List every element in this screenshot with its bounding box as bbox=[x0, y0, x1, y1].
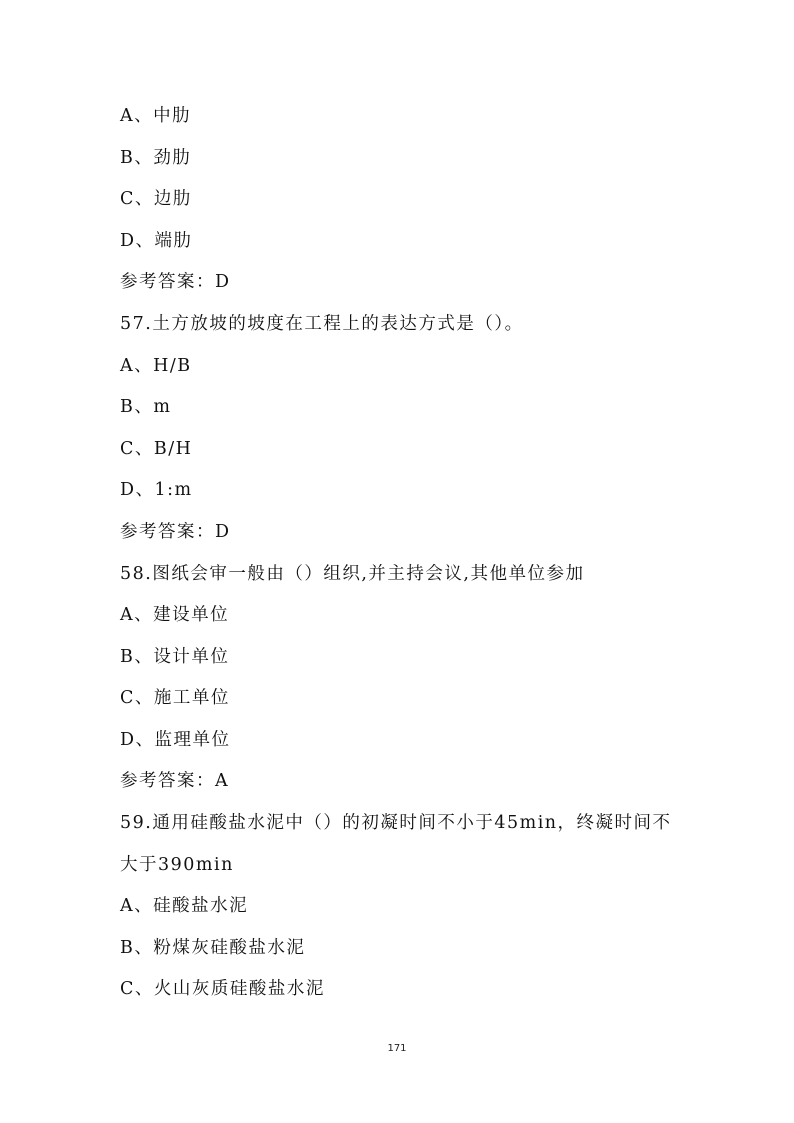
q59-question: 59.通用硅酸盐水泥中（）的初凝时间不小于45min，终凝时间不 bbox=[120, 813, 672, 833]
q58-option-d: D、监理单位 bbox=[120, 730, 231, 750]
q58-answer: 参考答案：A bbox=[120, 771, 230, 791]
q59-question-continued: 大于390min bbox=[120, 855, 234, 875]
q56-option-a: A、中肋 bbox=[120, 106, 192, 126]
page-number: 171 bbox=[387, 1043, 407, 1054]
q59-option-a: A、硅酸盐水泥 bbox=[120, 896, 249, 916]
q56-option-c: C、边肋 bbox=[120, 189, 192, 209]
q56-option-b: B、劲肋 bbox=[120, 148, 192, 168]
q58-option-c: C、施工单位 bbox=[120, 688, 230, 708]
q57-option-b: B、m bbox=[120, 397, 172, 417]
q58-option-b: B、设计单位 bbox=[120, 647, 230, 667]
q58-question: 58.图纸会审一般由（）组织,并主持会议,其他单位参加 bbox=[120, 564, 585, 584]
q57-option-a: A、H/B bbox=[120, 356, 192, 376]
q57-option-d: D、1:m bbox=[120, 480, 193, 500]
q56-option-d: D、端肋 bbox=[120, 231, 193, 251]
q57-answer: 参考答案：D bbox=[120, 522, 231, 542]
q56-answer: 参考答案：D bbox=[120, 272, 231, 292]
q59-option-b: B、粉煤灰硅酸盐水泥 bbox=[120, 938, 306, 958]
q59-option-c: C、火山灰质硅酸盐水泥 bbox=[120, 979, 325, 999]
q57-question: 57.土方放坡的坡度在工程上的表达方式是（）。 bbox=[120, 314, 524, 334]
q58-option-a: A、建设单位 bbox=[120, 605, 230, 625]
q57-option-c: C、B/H bbox=[120, 439, 193, 459]
